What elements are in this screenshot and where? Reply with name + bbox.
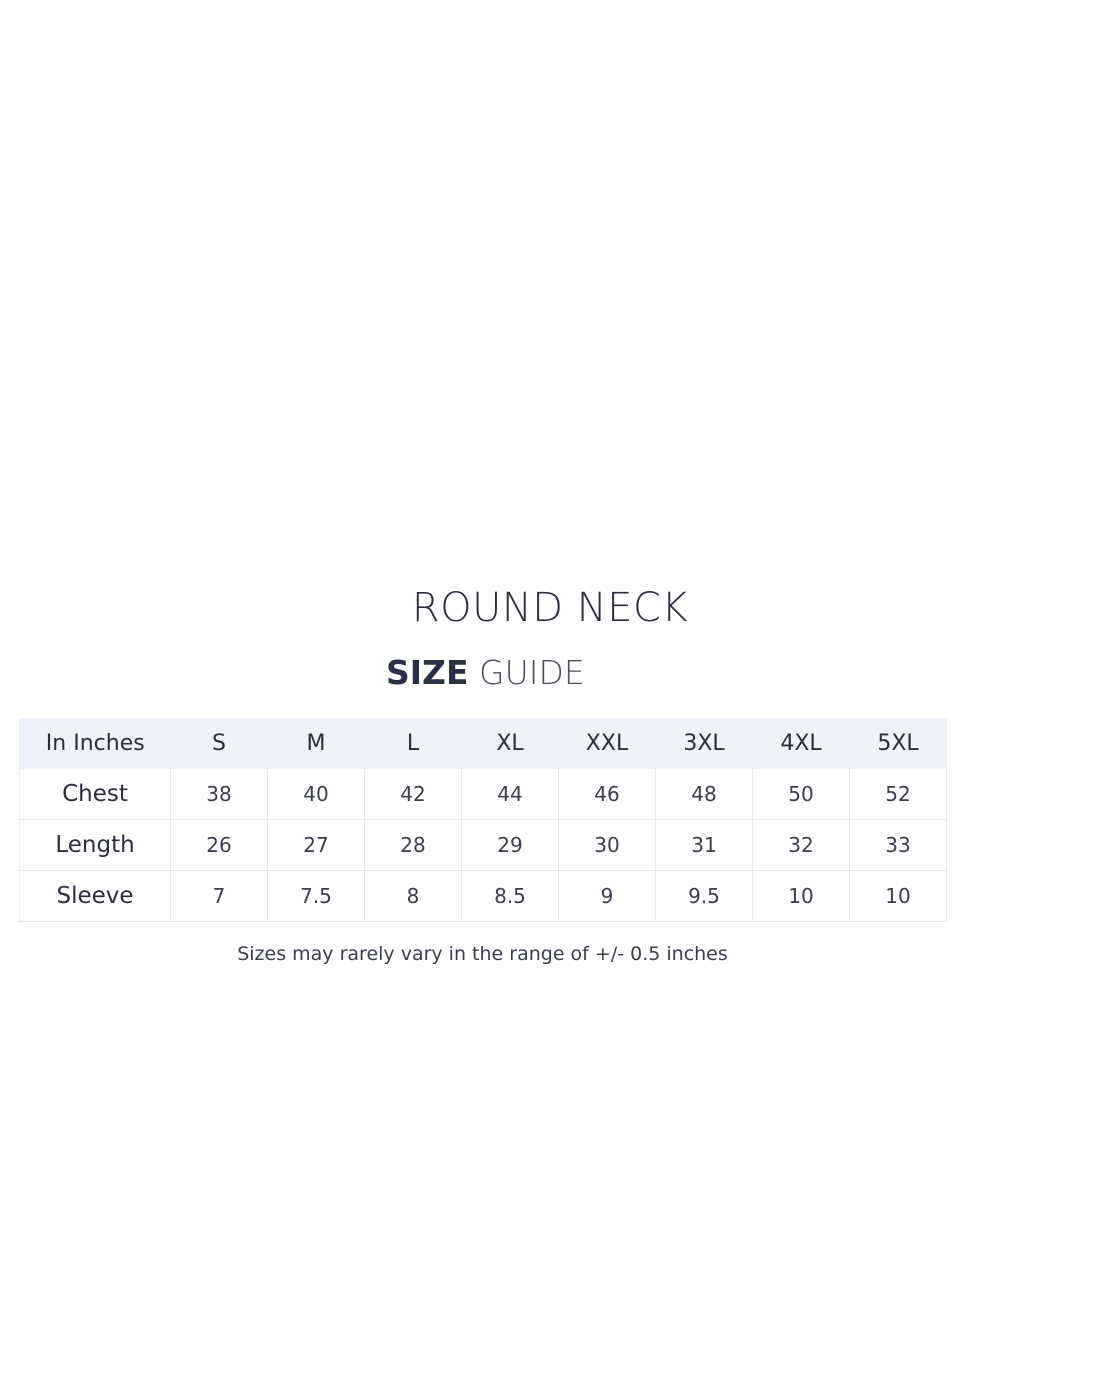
size-header: XXL [559, 718, 656, 769]
table-cell: 42 [365, 769, 462, 820]
header-row [20, 718, 947, 769]
subtitle-light: GUIDE [479, 653, 585, 692]
table-cell: 48 [656, 769, 753, 820]
row-label: Chest [20, 769, 171, 820]
table-row-length [20, 820, 947, 871]
table-cell: 29 [462, 820, 559, 871]
subtitle-bold: SIZE [386, 653, 469, 692]
page-title: ROUND NECK [411, 585, 689, 631]
table-cell: 26 [171, 820, 268, 871]
table-cell: 31 [656, 820, 753, 871]
table-cell: 8 [365, 871, 462, 922]
table-cell: 7.5 [268, 871, 365, 922]
table-cell: 32 [753, 820, 850, 871]
table-cell: 52 [850, 769, 947, 820]
size-variance-note: Sizes may rarely vary in the range of +/- 0.5 inches [237, 943, 728, 965]
table-cell: 9.5 [656, 871, 753, 922]
table-cell: 27 [268, 820, 365, 871]
table-cell: 33 [850, 820, 947, 871]
table-cell: 40 [268, 769, 365, 820]
table-cell: 9 [559, 871, 656, 922]
size-header: L [365, 718, 462, 769]
size-header: 5XL [850, 718, 947, 769]
size-header: XL [462, 718, 559, 769]
size-table [19, 718, 947, 922]
size-header: 3XL [656, 718, 753, 769]
row-label: Length [20, 820, 171, 871]
size-header: S [171, 718, 268, 769]
table-cell: 44 [462, 769, 559, 820]
table-cell: 10 [753, 871, 850, 922]
table-cell: 30 [559, 820, 656, 871]
table-cell: 7 [171, 871, 268, 922]
row-label: Sleeve [20, 871, 171, 922]
table-cell: 28 [365, 820, 462, 871]
subtitle [386, 653, 585, 693]
table-cell: 46 [559, 769, 656, 820]
table-cell: 50 [753, 769, 850, 820]
table-cell: 10 [850, 871, 947, 922]
table-cell: 8.5 [462, 871, 559, 922]
size-header: M [268, 718, 365, 769]
size-header: 4XL [753, 718, 850, 769]
unit-header: In Inches [20, 718, 171, 769]
table-cell: 38 [171, 769, 268, 820]
table-row-chest [20, 769, 947, 820]
table-row-sleeve [20, 871, 947, 922]
